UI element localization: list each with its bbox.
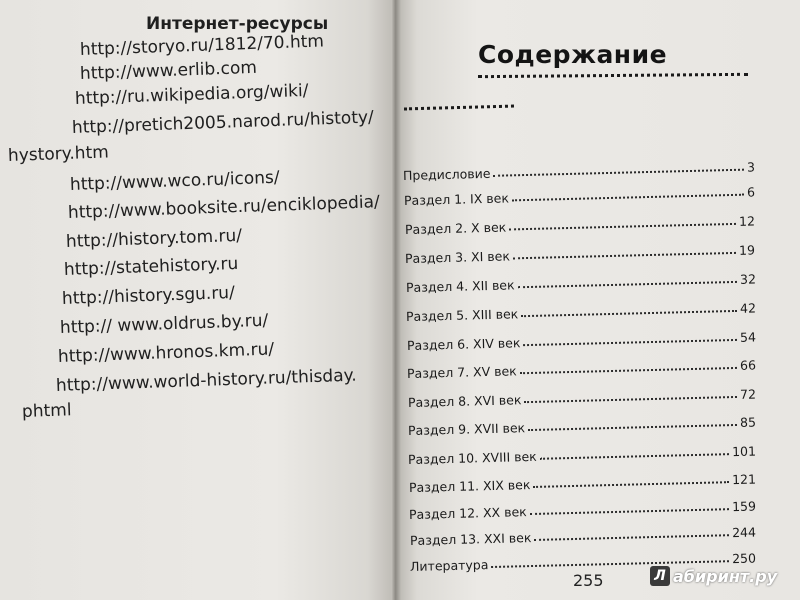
toc-entry-page: 3 — [746, 159, 756, 175]
toc-entry-title: Раздел 6. XIV век — [406, 335, 521, 353]
toc-entry-page: 54 — [739, 329, 757, 345]
resource-link[interactable]: http://statehistory.ru — [63, 253, 239, 280]
toc-leader-dots — [520, 367, 737, 374]
watermark-logo-icon: Л — [650, 566, 670, 586]
contents-heading: Содержание — [478, 40, 668, 69]
toc-entry-page: 42 — [739, 300, 757, 316]
resource-link[interactable]: http://history.sgu.ru/ — [61, 282, 236, 309]
toc-entry-page: 244 — [731, 524, 757, 541]
toc-entry-page: 6 — [746, 184, 756, 200]
resource-link[interactable]: http:// www.oldrus.by.ru/ — [59, 310, 269, 338]
toc-entry-page: 250 — [731, 550, 757, 567]
resource-link-continuation[interactable]: phtml — [21, 400, 72, 422]
toc-entry-page: 12 — [738, 213, 756, 229]
toc-leader-dots — [523, 339, 737, 346]
toc-leader-dots — [533, 481, 729, 488]
toc-leader-dots — [509, 223, 736, 231]
toc-entry-title: Раздел 2. X век — [404, 219, 507, 237]
toc-entry-title: Раздел 9. XVII век — [407, 420, 526, 438]
toc-entry-page: 66 — [739, 357, 757, 373]
toc-entry-title: Раздел 10. XVIII век — [407, 448, 537, 467]
toc-entry-title: Раздел 12. XX век — [408, 504, 527, 522]
resource-link[interactable]: http://ru.wikipedia.org/wiki/ — [74, 80, 309, 109]
toc-entry-page: 19 — [738, 242, 756, 258]
toc-entry-title: Раздел 11. XIX век — [408, 477, 531, 495]
toc-leader-dots — [512, 194, 744, 202]
toc-leader-dots — [524, 396, 737, 403]
toc-entry-page: 101 — [731, 443, 757, 460]
toc-leader-dots — [534, 534, 729, 541]
resource-link[interactable]: http://www.world-history.ru/thisday. — [55, 365, 357, 396]
toc-leader-dots — [513, 252, 736, 259]
watermark — [650, 566, 777, 586]
resource-link[interactable]: http://pretich2005.narod.ru/histoty/ — [71, 107, 375, 138]
toc-leader-dots — [540, 453, 729, 460]
toc-entry-page: 159 — [731, 498, 757, 515]
toc-entry-page: 72 — [739, 386, 757, 402]
toc-entry-title: Предисловие — [402, 165, 491, 183]
toc-entry-title: Раздел 1. IX век — [403, 190, 510, 208]
resource-link[interactable]: http://storyo.ru/1812/70.htm — [79, 31, 325, 60]
page-number: 255 — [573, 571, 604, 590]
resource-link[interactable]: http://www.hronos.km.ru/ — [57, 339, 275, 367]
toc-leader-dots — [528, 424, 737, 431]
internet-resources-heading: Интернет-ресурсы — [146, 14, 329, 34]
resource-link[interactable]: http://www.erlib.com — [79, 57, 258, 84]
toc-entry-title: Раздел 8. XVI век — [407, 392, 522, 410]
book-gutter — [391, 0, 401, 600]
toc-entry-title: Раздел 13. XXI век — [409, 530, 532, 548]
resource-link-continuation[interactable]: hystory.htm — [7, 142, 110, 166]
watermark-text: абиринт.ру — [673, 566, 778, 586]
toc-entry-title: Раздел 5. XIII век — [405, 306, 519, 324]
resource-link[interactable]: http://history.tom.ru/ — [65, 225, 243, 252]
toc-leader-dots — [518, 281, 738, 288]
toc-entry-title: Литература — [409, 557, 489, 574]
toc-leader-dots — [530, 508, 729, 515]
toc-entry-title: Раздел 3. XI век — [404, 248, 511, 266]
resource-link[interactable]: http://www.wco.ru/icons/ — [69, 167, 280, 195]
toc-leader-dots — [521, 310, 737, 317]
toc-leader-dots — [494, 169, 745, 177]
toc-entry-title: Раздел 7. XV век — [406, 363, 517, 381]
resource-link[interactable]: http://www.booksite.ru/enciklopedia/ — [67, 192, 381, 223]
toc-entry-page: 85 — [739, 414, 757, 430]
toc-entry-page: 32 — [739, 271, 757, 287]
toc-entry-page: 121 — [731, 471, 757, 488]
toc-entry-title: Раздел 4. XII век — [405, 277, 515, 295]
